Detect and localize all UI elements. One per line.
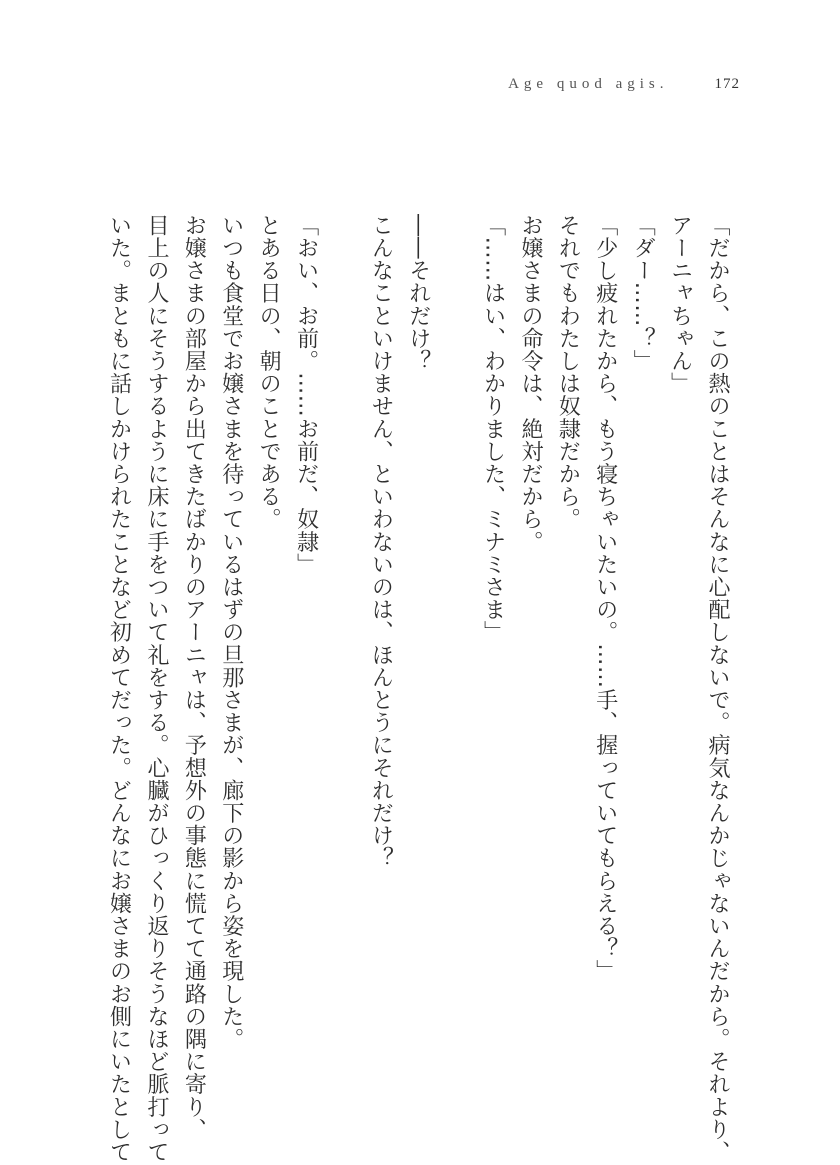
text-line: アーニャちゃん」 xyxy=(667,214,693,395)
text-line: こんなこといけません、といわないのは、ほんとうにそれだけ？ xyxy=(368,214,394,870)
running-header xyxy=(508,76,740,93)
text-line: それでもわたしは奴隷だから。 xyxy=(555,214,581,531)
paragraph-break xyxy=(437,214,474,1094)
text-line: 「おい、お前。……お前だ、奴隷」 xyxy=(293,214,319,576)
paragraph-break xyxy=(325,214,362,1094)
text-line: いつも食堂でお嬢さまを待っているはずの旦那さまが、廊下の影から姿を現した。 xyxy=(218,214,244,1051)
text-line: 「少し疲れたから、もう寝ちゃいたいの。……手、握っていてもらえる？」 xyxy=(592,214,618,983)
text-line: ――それだけ？ xyxy=(405,214,431,373)
text-line: お嬢さまの部屋から出てきたばかりのアーニャは、予想外の事態に慌てて通路の隅に寄り、 xyxy=(181,214,207,1141)
text-line: とある日の、朝のことである。 xyxy=(256,214,282,531)
text-line: 「……はい、わかりました、ミナミさま」 xyxy=(480,214,506,644)
text-line: 「だから、この熱のことはそんなに心配しないで。病気なんかじゃないんだから。それより、 xyxy=(705,214,730,1164)
text-line: いた。まともに話しかけられたことなど初めてだった。どんなにお嬢さまのお側にいたとして xyxy=(106,214,132,1164)
body-text xyxy=(100,214,736,1164)
page-number: 172 xyxy=(714,76,740,92)
text-line: お嬢さまの命令は、絶対だから。 xyxy=(517,214,543,553)
book-title: Age quod agis. xyxy=(508,76,669,92)
text-line: 目上の人にそうするように床に手をついて礼をする。心臓がひっくり返りそうなほど脈打って xyxy=(143,214,169,1164)
text-line: 「ダー……？」 xyxy=(630,214,656,373)
